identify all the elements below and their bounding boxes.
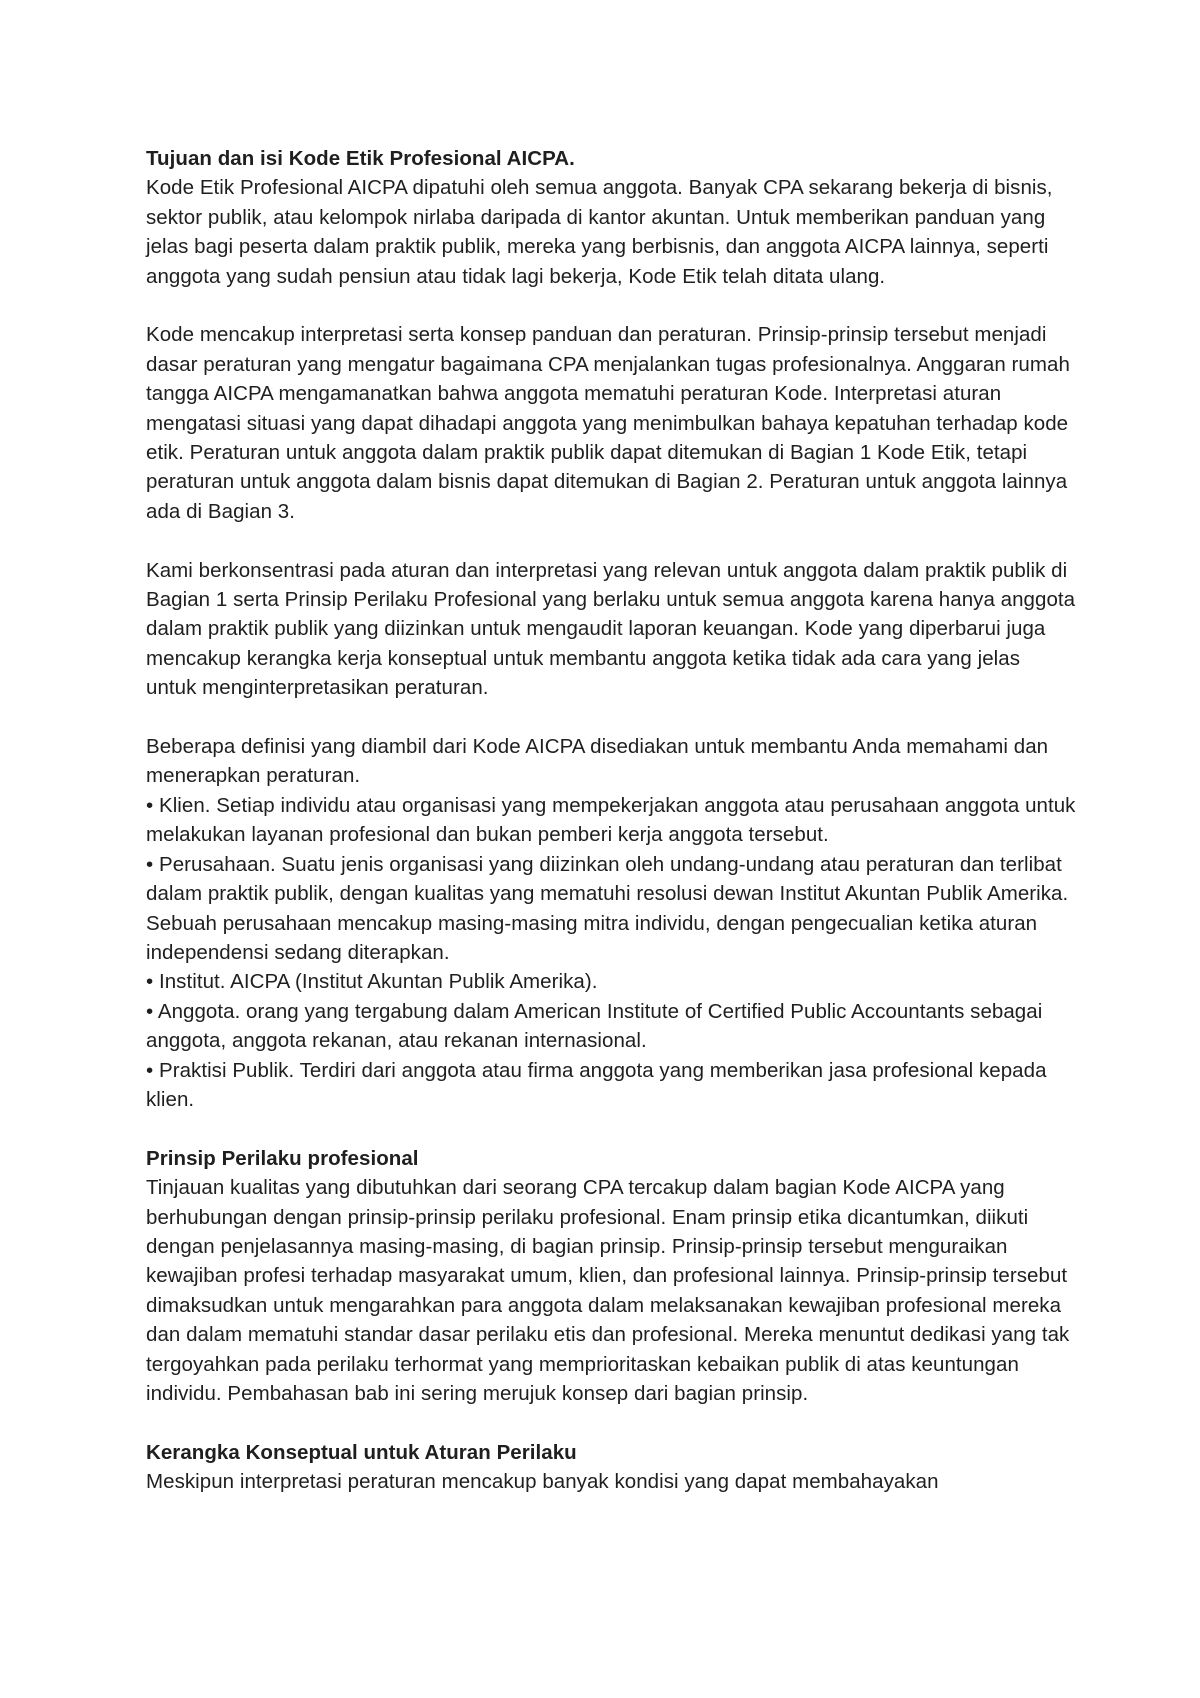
paragraph-spacer [146,1408,1076,1437]
definition-item-perusahaan: • Perusahaan. Suatu jenis organisasi yang diizinkan oleh undang-undang atau peraturan dan terlibat dalam praktik publik, dengan kualitas yang mematuhi resolusi dewan Institut Akuntan Publik Amerika. Sebuah perusahaan mencakup masing-masing mitra individu, dengan pengecualian ketika aturan independensi sedang diterapkan. [146,852,1069,964]
paragraph-definisi-intro: Beberapa definisi yang diambil dari Kode AICPA disediakan untuk membantu Anda memahami dan menerapkan peraturan. [146,735,1049,788]
definition-item-klien: • Klien. Setiap individu atau organisasi yang mempekerjakan anggota atau perusahaan anggota untuk melakukan layanan profesional dan bukan pemberi kerja anggota tersebut. [146,793,1076,847]
document-body [146,144,1076,1497]
paragraph-prinsip: Tinjauan kualitas yang dibutuhkan dari seorang CPA tercakup dalam bagian Kode AICPA yang berhubungan dengan prinsip-prinsip perilaku profesional. Enam prinsip etika dicantumkan, diikuti dengan penjelasannya masing-masing, di bagian prinsip. Prinsip-prinsip tersebut menguraikan kewajiban profesi terhadap masyarakat umum, klien, dan profesional lainnya. Prinsip-prinsip tersebut dimaksudkan untuk mengarahkan para anggota dalam melaksanakan kewajiban profesional mereka dan dalam mematuhi standar dasar perilaku etis dan profesional. Mereka menuntut dedikasi yang tak tergoyahkan pada perilaku terhormat yang memprioritaskan kebaikan publik di atas keuntungan individu. Pembahasan bab ini sering merujuk konsep dari bagian prinsip. [146,1176,1070,1405]
paragraph-kerangka: Meskipun interpretasi peraturan mencakup banyak kondisi yang dapat membahayakan [146,1470,939,1494]
section-heading-kerangka: Kerangka Konseptual untuk Aturan Perilaku [146,1440,577,1464]
section-heading-prinsip: Prinsip Perilaku profesional [146,1146,419,1170]
definition-item-praktisi-publik: • Praktisi Publik. Terdiri dari anggota atau firma anggota yang memberikan jasa profesional kepada klien. [146,1058,1047,1111]
paragraph-spacer [146,703,1076,732]
paragraph-spacer [146,1114,1076,1143]
paragraph-spacer [146,291,1076,320]
paragraph-kode-etik: Kode Etik Profesional AICPA dipatuhi oleh semua anggota. Banyak CPA sekarang bekerja di bisnis, sektor publik, atau kelompok nirlaba daripada di kantor akuntan. Untuk memberikan panduan yang jelas bagi peserta dalam praktik publik, mereka yang berbisnis, dan anggota AICPA lainnya, seperti anggota yang sudah pensiun atau tidak lagi bekerja, Kode Etik telah ditata ulang. [146,176,1053,288]
paragraph-konsentrasi: Kami berkonsentrasi pada aturan dan interpretasi yang relevan untuk anggota dalam praktik publik di Bagian 1 serta Prinsip Perilaku Profesional yang berlaku untuk semua anggota karena hanya anggota dalam praktik publik yang diizinkan untuk mengaudit laporan keuangan. Kode yang diperbarui juga mencakup kerangka kerja konseptual untuk membantu anggota ketika tidak ada cara yang jelas untuk menginterpretasikan peraturan. [146,558,1076,700]
section-heading-tujuan: Tujuan dan isi Kode Etik Profesional AICPA. [146,147,575,170]
paragraph-spacer [146,526,1076,555]
definition-item-anggota: • Anggota. orang yang tergabung dalam American Institute of Certified Public Accountants sebagai anggota, anggota rekanan, atau rekanan internasional. [146,999,1043,1053]
paragraph-interpretasi: Kode mencakup interpretasi serta konsep panduan dan peraturan. Prinsip-prinsip tersebut menjadi dasar peraturan yang mengatur bagaimana CPA menjalankan tugas profesionalnya. Anggaran rumah tangga AICPA mengamanatkan bahwa anggota mematuhi peraturan Kode. Interpretasi aturan mengatasi situasi yang dapat dihadapi anggota yang menimbulkan bahaya kepatuhan terhadap kode etik. Peraturan untuk anggota dalam praktik publik dapat ditemukan di Bagian 1 Kode Etik, tetapi peraturan untuk anggota dalam bisnis dapat ditemukan di Bagian 2. Peraturan untuk anggota lainnya ada di Bagian 3. [146,323,1070,523]
definition-item-institut: • Institut. AICPA (Institut Akuntan Publik Amerika). [146,970,598,994]
